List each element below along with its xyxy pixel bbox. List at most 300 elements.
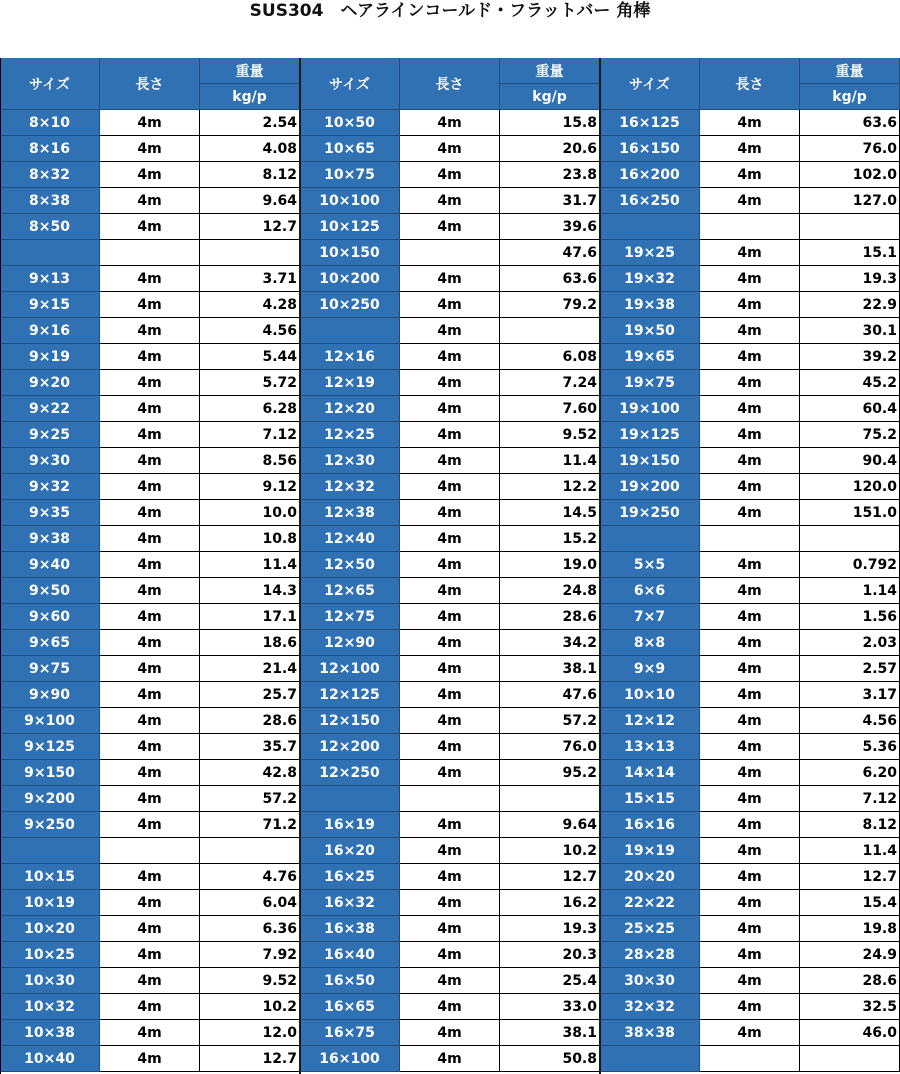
table-row [0, 812, 300, 838]
size-cell: 12×40 [300, 526, 400, 552]
weight-cell: 7.24 [500, 370, 600, 396]
weight-cell: 2.57 [800, 656, 900, 682]
length-cell: 4m [700, 422, 800, 448]
header-unit: kg/p [800, 84, 900, 110]
table-row [600, 110, 900, 136]
length-cell: 4m [100, 552, 200, 578]
length-cell: 4m [400, 422, 500, 448]
length-cell: 4m [700, 864, 800, 890]
size-cell: 10×10 [600, 682, 700, 708]
length-cell: 4m [100, 916, 200, 942]
table-row [600, 500, 900, 526]
weight-cell: 15.2 [500, 526, 600, 552]
length-cell: 4m [700, 838, 800, 864]
length-cell: 4m [400, 500, 500, 526]
size-cell: 9×125 [0, 734, 100, 760]
table-row [300, 474, 600, 500]
size-cell: 5×5 [600, 552, 700, 578]
length-cell: 4m [400, 292, 500, 318]
weight-cell: 60.4 [800, 396, 900, 422]
table-row [0, 292, 300, 318]
table-row [300, 214, 600, 240]
size-cell: 10×19 [0, 890, 100, 916]
length-cell: 4m [100, 708, 200, 734]
size-cell: 19×19 [600, 838, 700, 864]
table-row [300, 1020, 600, 1046]
table-row [300, 266, 600, 292]
table-row [0, 214, 300, 240]
size-cell: 8×50 [0, 214, 100, 240]
size-cell: 16×19 [300, 812, 400, 838]
weight-cell: 10.8 [200, 526, 300, 552]
size-cell [600, 526, 700, 552]
weight-cell: 46.0 [800, 1020, 900, 1046]
table-row [0, 162, 300, 188]
table-row [0, 1046, 300, 1072]
weight-cell: 19.0 [500, 552, 600, 578]
table-row [600, 240, 900, 266]
table-row [300, 656, 600, 682]
length-cell: 4m [100, 630, 200, 656]
weight-cell: 127.0 [800, 188, 900, 214]
length-cell: 4m [700, 344, 800, 370]
table-row [300, 136, 600, 162]
size-cell: 16×150 [600, 136, 700, 162]
weight-cell: 33.0 [500, 994, 600, 1020]
length-cell: 4m [100, 370, 200, 396]
size-cell: 10×125 [300, 214, 400, 240]
size-cell: 9×100 [0, 708, 100, 734]
header-length: 長さ [700, 58, 800, 110]
length-cell: 4m [700, 318, 800, 344]
length-cell: 4m [100, 500, 200, 526]
size-cell: 25×25 [600, 916, 700, 942]
size-cell: 16×65 [300, 994, 400, 1020]
size-cell: 8×16 [0, 136, 100, 162]
weight-cell: 9.52 [200, 968, 300, 994]
weight-cell: 120.0 [800, 474, 900, 500]
size-cell: 12×12 [600, 708, 700, 734]
weight-cell: 63.6 [500, 266, 600, 292]
length-cell: 4m [100, 968, 200, 994]
table-row [600, 474, 900, 500]
length-cell: 4m [400, 916, 500, 942]
length-cell: 4m [700, 994, 800, 1020]
weight-cell: 2.54 [200, 110, 300, 136]
length-cell: 4m [100, 1046, 200, 1072]
size-cell: 16×50 [300, 968, 400, 994]
weight-cell: 63.6 [800, 110, 900, 136]
table-row [300, 552, 600, 578]
weight-cell: 9.64 [500, 812, 600, 838]
weight-cell: 4.56 [200, 318, 300, 344]
weight-cell: 19.8 [800, 916, 900, 942]
size-cell: 13×13 [600, 734, 700, 760]
table-row [600, 734, 900, 760]
weight-cell: 14.3 [200, 578, 300, 604]
size-cell: 22×22 [600, 890, 700, 916]
weight-cell: 1.14 [800, 578, 900, 604]
weight-cell: 6.04 [200, 890, 300, 916]
table-row [600, 916, 900, 942]
weight-cell: 90.4 [800, 448, 900, 474]
size-cell: 12×20 [300, 396, 400, 422]
size-cell: 10×15 [0, 864, 100, 890]
length-cell: 4m [400, 188, 500, 214]
length-cell: 4m [700, 396, 800, 422]
weight-cell: 7.12 [800, 786, 900, 812]
length-cell: 4m [700, 656, 800, 682]
length-cell: 4m [700, 162, 800, 188]
length-cell: 4m [400, 864, 500, 890]
size-cell: 16×38 [300, 916, 400, 942]
weight-cell: 12.0 [200, 1020, 300, 1046]
size-cell [300, 318, 400, 344]
table-row [300, 110, 600, 136]
length-cell [400, 240, 500, 266]
header-weight: 重量 [800, 58, 900, 84]
weight-cell: 76.0 [500, 734, 600, 760]
size-cell: 12×250 [300, 760, 400, 786]
table-row [0, 344, 300, 370]
table-row [0, 136, 300, 162]
length-cell: 4m [400, 552, 500, 578]
size-cell: 16×20 [300, 838, 400, 864]
table-row [0, 266, 300, 292]
table-row [300, 968, 600, 994]
table-row [0, 994, 300, 1020]
length-cell [400, 786, 500, 812]
size-cell: 32×32 [600, 994, 700, 1020]
table-row [0, 500, 300, 526]
size-cell: 10×50 [300, 110, 400, 136]
table-row [300, 838, 600, 864]
size-cell: 9×25 [0, 422, 100, 448]
table-row [0, 942, 300, 968]
table-row [600, 838, 900, 864]
size-cell: 12×50 [300, 552, 400, 578]
size-cell: 19×75 [600, 370, 700, 396]
size-cell: 12×30 [300, 448, 400, 474]
table-row [600, 292, 900, 318]
table-row [300, 942, 600, 968]
table-row [0, 890, 300, 916]
length-cell: 4m [700, 630, 800, 656]
size-cell [300, 786, 400, 812]
table-row [600, 396, 900, 422]
weight-cell: 17.1 [200, 604, 300, 630]
size-cell: 10×38 [0, 1020, 100, 1046]
weight-cell: 31.7 [500, 188, 600, 214]
table-row [0, 734, 300, 760]
length-cell: 4m [100, 812, 200, 838]
weight-cell: 6.20 [800, 760, 900, 786]
length-cell: 4m [100, 318, 200, 344]
length-cell: 4m [100, 578, 200, 604]
length-cell: 4m [100, 734, 200, 760]
weight-cell: 21.4 [200, 656, 300, 682]
weight-cell: 24.9 [800, 942, 900, 968]
length-cell: 4m [700, 682, 800, 708]
length-cell: 4m [700, 1020, 800, 1046]
table-row [300, 916, 600, 942]
size-cell: 9×16 [0, 318, 100, 344]
length-cell [700, 1046, 800, 1072]
table-row [600, 864, 900, 890]
length-cell [700, 526, 800, 552]
weight-cell [800, 526, 900, 552]
weight-cell: 35.7 [200, 734, 300, 760]
size-cell: 9×30 [0, 448, 100, 474]
weight-cell: 6.28 [200, 396, 300, 422]
weight-cell: 4.28 [200, 292, 300, 318]
length-cell: 4m [400, 474, 500, 500]
table-row [300, 188, 600, 214]
size-cell: 19×100 [600, 396, 700, 422]
size-cell: 10×100 [300, 188, 400, 214]
weight-cell: 28.6 [200, 708, 300, 734]
size-cell: 9×65 [0, 630, 100, 656]
weight-cell: 11.4 [500, 448, 600, 474]
weight-cell: 30.1 [800, 318, 900, 344]
length-cell: 4m [400, 994, 500, 1020]
length-cell: 4m [700, 370, 800, 396]
length-cell: 4m [400, 318, 500, 344]
table-row [0, 656, 300, 682]
weight-cell: 12.7 [500, 864, 600, 890]
weight-cell: 4.08 [200, 136, 300, 162]
size-cell: 16×25 [300, 864, 400, 890]
weight-cell [500, 318, 600, 344]
table-row [600, 942, 900, 968]
table-row [0, 578, 300, 604]
size-cell [0, 240, 100, 266]
size-cell: 9×9 [600, 656, 700, 682]
block-divider [599, 58, 601, 1074]
weight-cell: 15.8 [500, 110, 600, 136]
length-cell: 4m [400, 110, 500, 136]
table-row [600, 760, 900, 786]
length-cell: 4m [100, 942, 200, 968]
table-row [300, 448, 600, 474]
size-cell: 9×13 [0, 266, 100, 292]
table-row [300, 708, 600, 734]
length-cell: 4m [400, 708, 500, 734]
table-row [0, 526, 300, 552]
size-cell: 16×100 [300, 1046, 400, 1072]
table-row [300, 864, 600, 890]
size-cell: 9×250 [0, 812, 100, 838]
weight-cell: 34.2 [500, 630, 600, 656]
length-cell: 4m [100, 292, 200, 318]
size-cell: 9×40 [0, 552, 100, 578]
size-cell: 9×60 [0, 604, 100, 630]
weight-cell: 12.7 [800, 864, 900, 890]
size-cell: 10×250 [300, 292, 400, 318]
header-weight: 重量 [200, 58, 300, 84]
length-cell: 4m [100, 1020, 200, 1046]
weight-cell: 12.7 [200, 214, 300, 240]
length-cell: 4m [100, 890, 200, 916]
table-row [300, 500, 600, 526]
size-cell: 9×19 [0, 344, 100, 370]
table-row [300, 578, 600, 604]
weight-cell: 8.56 [200, 448, 300, 474]
weight-cell: 5.44 [200, 344, 300, 370]
table-row [600, 630, 900, 656]
table-row [300, 1046, 600, 1072]
table-row [300, 604, 600, 630]
table-row [0, 786, 300, 812]
table-row [600, 708, 900, 734]
table-row [600, 370, 900, 396]
table-row [0, 708, 300, 734]
table-row [600, 578, 900, 604]
size-cell: 16×250 [600, 188, 700, 214]
weight-cell: 24.8 [500, 578, 600, 604]
size-cell: 10×25 [0, 942, 100, 968]
table-row [300, 396, 600, 422]
length-cell: 4m [400, 448, 500, 474]
table-row [0, 370, 300, 396]
header-length: 長さ [100, 58, 200, 110]
weight-cell: 20.6 [500, 136, 600, 162]
table-row [600, 422, 900, 448]
weight-cell [500, 786, 600, 812]
table-row [300, 240, 600, 266]
weight-cell: 15.4 [800, 890, 900, 916]
table-row [300, 344, 600, 370]
size-cell: 19×32 [600, 266, 700, 292]
size-cell: 10×200 [300, 266, 400, 292]
header-unit: kg/p [200, 84, 300, 110]
table-row [600, 786, 900, 812]
length-cell: 4m [700, 708, 800, 734]
size-cell: 28×28 [600, 942, 700, 968]
weight-cell: 19.3 [800, 266, 900, 292]
table-row [0, 916, 300, 942]
length-cell: 4m [700, 916, 800, 942]
table-row [0, 838, 300, 864]
length-cell: 4m [100, 188, 200, 214]
table-row [0, 188, 300, 214]
weight-cell: 42.8 [200, 760, 300, 786]
table-row [300, 318, 600, 344]
header-unit: kg/p [500, 84, 600, 110]
length-cell: 4m [400, 136, 500, 162]
length-cell: 4m [700, 604, 800, 630]
length-cell: 4m [400, 578, 500, 604]
table-row [600, 656, 900, 682]
length-cell: 4m [400, 812, 500, 838]
weight-cell: 9.52 [500, 422, 600, 448]
table-row [0, 110, 300, 136]
length-cell: 4m [400, 890, 500, 916]
weight-cell: 38.1 [500, 1020, 600, 1046]
table-row [600, 890, 900, 916]
length-cell [100, 240, 200, 266]
weight-cell: 75.2 [800, 422, 900, 448]
weight-cell [800, 214, 900, 240]
weight-cell: 57.2 [500, 708, 600, 734]
weight-cell: 10.0 [200, 500, 300, 526]
length-cell: 4m [100, 994, 200, 1020]
table-row [0, 422, 300, 448]
size-cell: 10×75 [300, 162, 400, 188]
weight-cell: 12.7 [200, 1046, 300, 1072]
size-cell: 20×20 [600, 864, 700, 890]
length-cell: 4m [100, 604, 200, 630]
weight-cell: 23.8 [500, 162, 600, 188]
header-size: サイズ [0, 58, 100, 110]
table-row [300, 994, 600, 1020]
table-row [600, 266, 900, 292]
length-cell: 4m [700, 552, 800, 578]
size-cell: 19×250 [600, 500, 700, 526]
table-row [300, 292, 600, 318]
weight-cell: 9.64 [200, 188, 300, 214]
size-cell: 10×150 [300, 240, 400, 266]
weight-cell: 8.12 [800, 812, 900, 838]
weight-cell: 4.76 [200, 864, 300, 890]
length-cell: 4m [700, 474, 800, 500]
size-cell: 9×38 [0, 526, 100, 552]
table-row [0, 682, 300, 708]
table-row [600, 994, 900, 1020]
weight-cell: 5.72 [200, 370, 300, 396]
size-cell: 8×38 [0, 188, 100, 214]
weight-cell: 8.12 [200, 162, 300, 188]
size-cell: 38×38 [600, 1020, 700, 1046]
table-row [300, 422, 600, 448]
length-cell: 4m [100, 214, 200, 240]
length-cell [100, 838, 200, 864]
weight-cell: 57.2 [200, 786, 300, 812]
length-cell: 4m [700, 500, 800, 526]
length-cell: 4m [100, 526, 200, 552]
length-cell: 4m [100, 760, 200, 786]
weight-cell: 45.2 [800, 370, 900, 396]
table-row [300, 786, 600, 812]
length-cell: 4m [100, 396, 200, 422]
table-row [600, 682, 900, 708]
length-cell: 4m [400, 734, 500, 760]
weight-cell: 0.792 [800, 552, 900, 578]
size-cell: 12×75 [300, 604, 400, 630]
size-cell: 10×65 [300, 136, 400, 162]
length-cell: 4m [400, 370, 500, 396]
weight-cell: 11.4 [800, 838, 900, 864]
length-cell [700, 214, 800, 240]
size-cell: 9×20 [0, 370, 100, 396]
size-cell [600, 1046, 700, 1072]
size-cell: 8×32 [0, 162, 100, 188]
table-row [0, 864, 300, 890]
size-cell: 12×125 [300, 682, 400, 708]
weight-cell: 50.8 [500, 1046, 600, 1072]
table-row [600, 1046, 900, 1072]
length-cell: 4m [400, 656, 500, 682]
size-cell: 8×10 [0, 110, 100, 136]
size-cell: 16×32 [300, 890, 400, 916]
size-cell: 12×200 [300, 734, 400, 760]
spec-table [0, 58, 900, 1074]
weight-cell: 22.9 [800, 292, 900, 318]
size-cell: 9×32 [0, 474, 100, 500]
size-cell: 9×35 [0, 500, 100, 526]
length-cell: 4m [400, 968, 500, 994]
table-row [0, 604, 300, 630]
